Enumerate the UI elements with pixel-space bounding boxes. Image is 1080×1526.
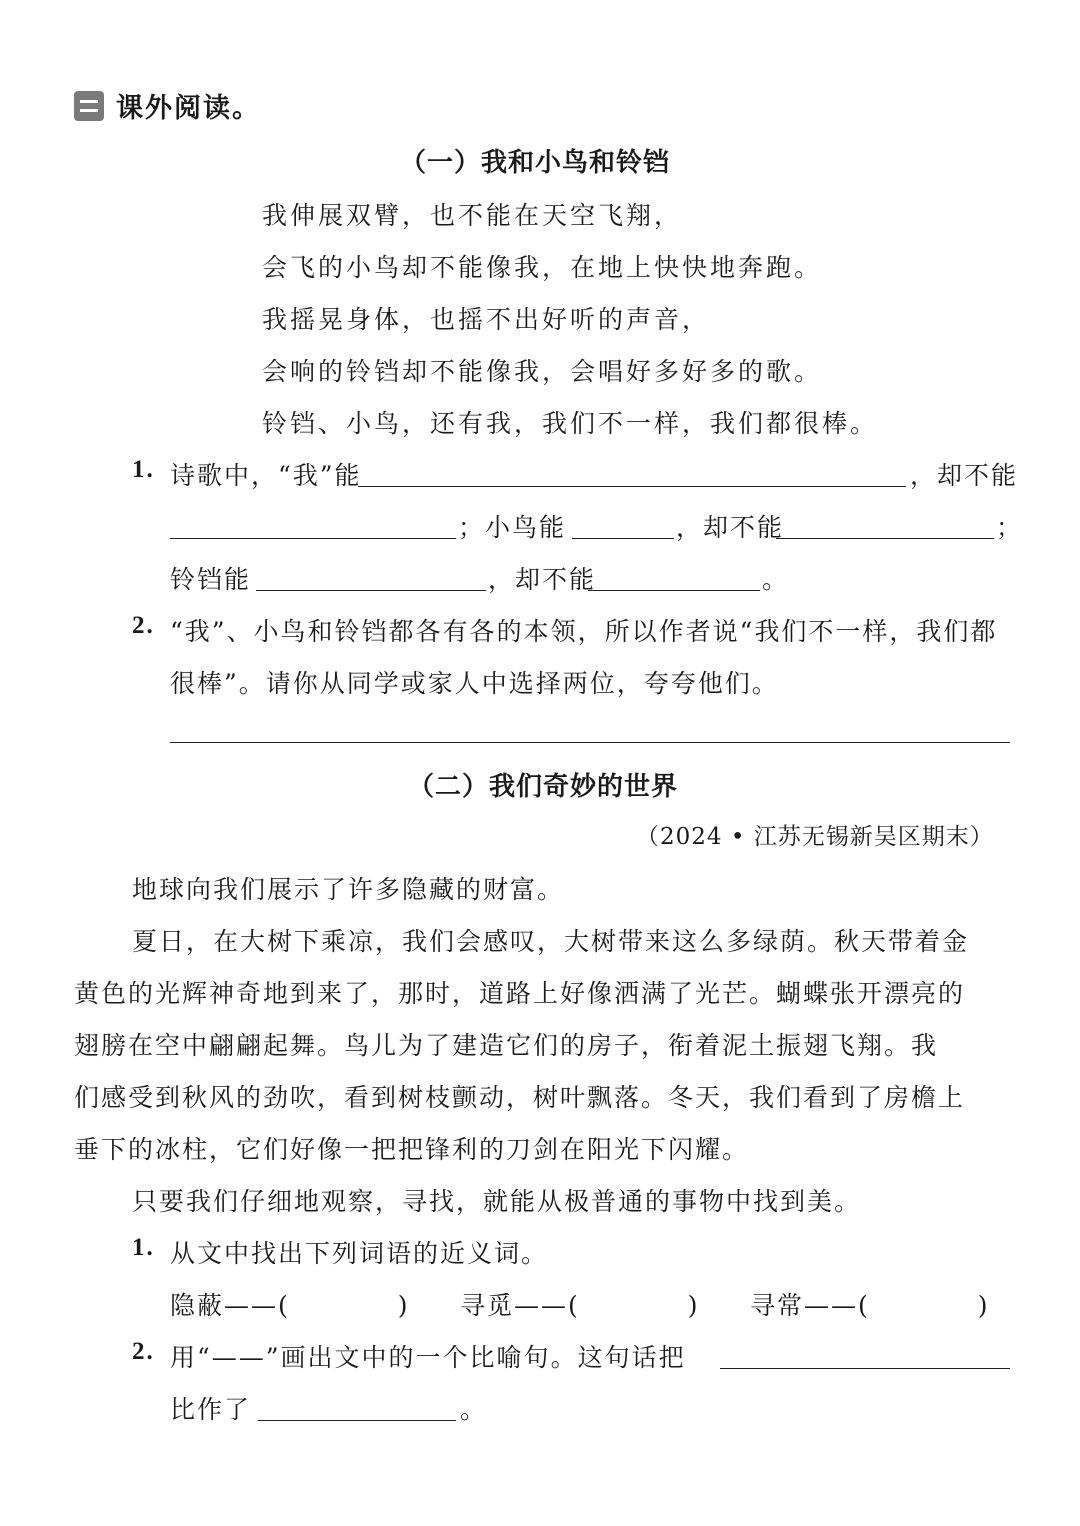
poem-line: 我伸展双臂，也不能在天空飞翔，: [262, 201, 683, 230]
passage-line: 夏日，在大树下乘凉，我们会感叹，大树带来这么多绿荫。秋天带着金: [132, 927, 970, 956]
poem-line: 会飞的小鸟却不能像我，在地上快快地奔跑。: [262, 253, 823, 282]
question-text: 铃铛能: [170, 565, 252, 594]
question-text: 用“——”画出文中的一个比喻句。这句话把: [170, 1343, 686, 1372]
synonym-item[interactable]: 隐蔽——( ): [170, 1291, 410, 1320]
answer-blank[interactable]: [256, 590, 486, 591]
synonym-item[interactable]: 寻觅——( ): [460, 1291, 700, 1320]
question-number: 2.: [132, 612, 155, 639]
section-title: 课外阅读。: [116, 93, 261, 124]
question-text: 。: [762, 565, 790, 594]
answer-blank[interactable]: [588, 590, 760, 591]
question-number: 1.: [132, 1234, 155, 1261]
answer-blank[interactable]: [258, 1420, 456, 1421]
answer-blank[interactable]: [572, 538, 674, 539]
question-text: ；小鸟能: [458, 513, 567, 542]
passage-line: 垂下的冰柱，它们好像一把把锋利的刀剑在阳光下闪耀。: [74, 1135, 750, 1164]
question-number: 1.: [132, 456, 155, 483]
question-text: 。: [460, 1395, 488, 1424]
passage-line: 们感受到秋风的劲吹，看到树枝颤动，树叶飘落。冬天，我们看到了房檐上: [74, 1083, 966, 1112]
section-number-icon: [74, 91, 104, 121]
passage-line: 黄色的光辉神奇地到来了，那时，道路上好像洒满了光芒。蝴蝶张开漂亮的: [74, 979, 966, 1008]
question-text: 比作了: [170, 1395, 252, 1424]
answer-blank[interactable]: [358, 486, 906, 487]
question-text: ；: [996, 513, 1024, 542]
question-text: 诗歌中，“我”能: [170, 461, 362, 490]
section-header: [74, 86, 261, 125]
poem-line: 铃铛、小鸟，还有我，我们不一样，我们都很棒。: [262, 409, 879, 438]
answer-blank[interactable]: [776, 538, 994, 539]
poem-line: 会响的铃铛却不能像我，会唱好多好多的歌。: [262, 357, 823, 386]
question-text: 很棒”。请你从同学或家人中选择两位，夸夸他们。: [170, 669, 779, 698]
synonym-item[interactable]: 寻常——( ): [750, 1291, 990, 1320]
question-text: ，却不能: [488, 565, 597, 594]
question-text: ，却不能: [910, 461, 1019, 490]
question-text: ，却不能: [676, 513, 785, 542]
reading1-title: （一）我和小鸟和铃铛: [400, 148, 671, 178]
reading2-title: （二）我们奇妙的世界: [408, 772, 679, 802]
passage-line: 地球向我们展示了许多隐藏的财富。: [132, 875, 565, 904]
passage-line: 只要我们仔细地观察，寻找，就能从极普通的事物中找到美。: [132, 1187, 862, 1216]
answer-blank[interactable]: [170, 538, 456, 539]
question-number: 2.: [132, 1338, 155, 1365]
source-note: （2024 • 江苏无锡新吴区期末）: [636, 824, 994, 850]
answer-line[interactable]: [170, 742, 1010, 743]
question-text: “我”、小鸟和铃铛都各有各的本领，所以作者说“我们不一样，我们都: [170, 617, 998, 646]
passage-line: 翅膀在空中翩翩起舞。鸟儿为了建造它们的房子，衔着泥土振翅飞翔。我: [74, 1031, 939, 1060]
question-text: 从文中找出下列词语的近义词。: [170, 1239, 549, 1268]
answer-blank[interactable]: [720, 1368, 1010, 1369]
poem-line: 我摇晃身体，也摇不出好听的声音，: [262, 305, 711, 334]
